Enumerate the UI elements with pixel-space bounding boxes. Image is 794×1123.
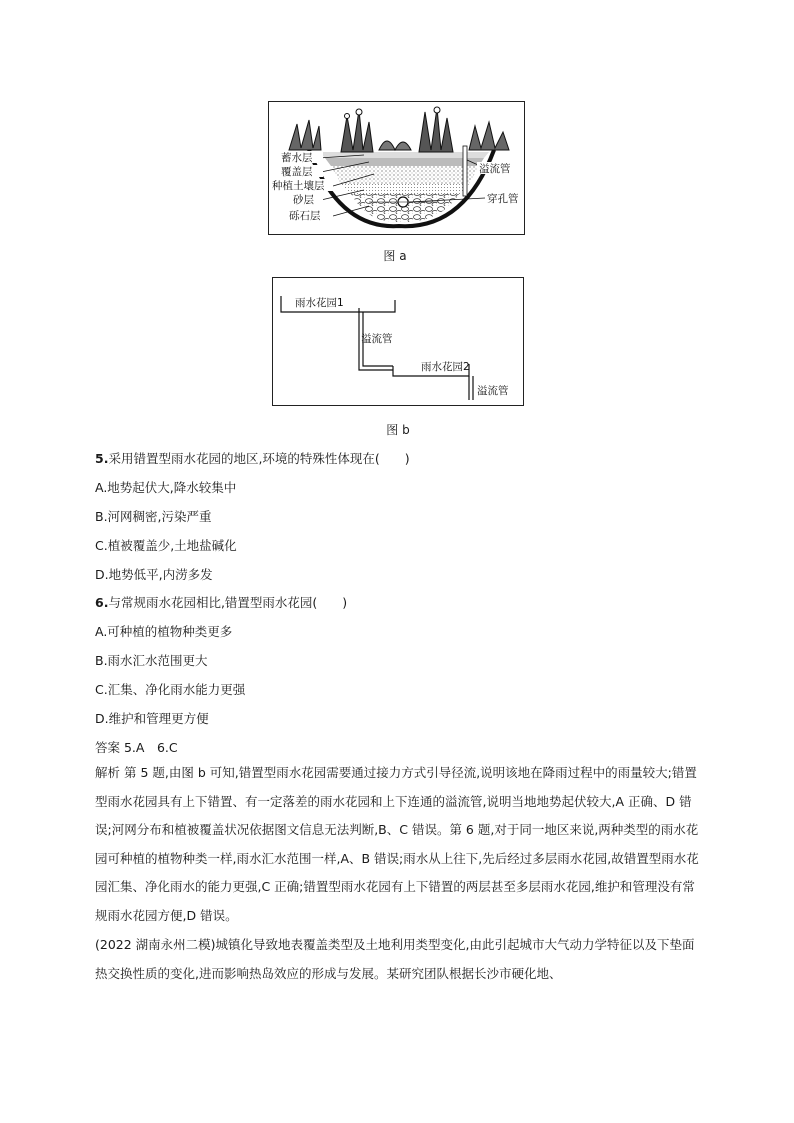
sand-layer bbox=[341, 184, 469, 194]
question-6-option-c: C.汇集、净化雨水能力更强 bbox=[95, 682, 246, 697]
question-6-stem bbox=[95, 593, 347, 611]
figure-b-caption: 图 b bbox=[386, 423, 410, 437]
question-5-text: 采用错置型雨水花园的地区,环境的特殊性体现在( ) bbox=[108, 451, 410, 466]
question-6-option-b: B.雨水汇水范围更大 bbox=[95, 653, 208, 668]
rain-garden-diagram bbox=[269, 102, 524, 234]
soil-layer bbox=[331, 166, 479, 184]
cover-layer bbox=[325, 158, 484, 166]
staggered-gardens-schematic bbox=[273, 278, 523, 405]
analysis-paragraph: 解析 第 5 题,由图 b 可知,错置型雨水花园需要通过接力方式引导径流,说明该地在降雨过程中的雨量较大;错置型雨水花园具有上下错置、有一定落差的雨水花园和上下连通的溢流管,说明当地地势起伏较大,A 正确、D 错误;河网分布和植被覆盖状况依据图文信息无法判断,B、C 错误。第 6 题,对于同一地区来说,两种类型的雨水花园可种植的植物种类一样,雨水汇水范围一样,A、B 错误;雨水从上往下,先后经过多层雨水花园,故错置型雨水花园汇集、净化雨水的能力更强,C 正确;错置型雨水花园有上下错置的两层甚至多层雨水花园,维护和管理没有常规雨水花园方便,D 错误。 bbox=[95, 765, 699, 923]
question-5-option-a: A.地势起伏大,降水较集中 bbox=[95, 480, 237, 495]
question-5-stem bbox=[95, 449, 410, 467]
question-5-option-c: C.植被覆盖少,土地盐碱化 bbox=[95, 538, 237, 553]
figure-b-staggered-gardens bbox=[272, 277, 524, 406]
next-passage-paragraph: (2022 湖南永州二模)城镇化导致地表覆盖类型及土地利用类型变化,由此引起城市大气动力学特征以及下垫面热交换性质的变化,进而影响热岛效应的形成与发展。某研究团队根据长沙市硬化地、 bbox=[95, 937, 695, 981]
overflow-pipe bbox=[463, 146, 467, 196]
label-overflow-pipe-1: 溢流管 bbox=[361, 333, 393, 345]
question-6-option-d: D.维护和管理更方便 bbox=[95, 711, 209, 726]
label-garden-1: 雨水花园1 bbox=[295, 297, 344, 309]
figure-a-rain-garden-section bbox=[268, 101, 525, 235]
label-garden-2: 雨水花园2 bbox=[421, 361, 470, 373]
question-5-option-d: D.地势低平,内涝多发 bbox=[95, 567, 213, 582]
label-gravel-layer: 砾石层 bbox=[289, 210, 321, 222]
question-6-number: 6. bbox=[95, 595, 109, 610]
question-5-number: 5. bbox=[95, 451, 109, 466]
label-cover-layer: 覆盖层 bbox=[281, 166, 313, 178]
question-6-text: 与常规雨水花园相比,错置型雨水花园( ) bbox=[108, 595, 348, 610]
answer-line: 答案 5.A 6.C bbox=[95, 740, 178, 755]
label-overflow-pipe: 溢流管 bbox=[479, 163, 511, 175]
label-soil-layer: 种植土壤层 bbox=[272, 180, 325, 192]
question-5-option-b: B.河网稠密,污染严重 bbox=[95, 509, 212, 524]
label-perforated-pipe: 穿孔管 bbox=[487, 193, 519, 205]
label-water-layer: 蓄水层 bbox=[281, 152, 313, 164]
question-6-option-a: A.可种植的植物种类更多 bbox=[95, 624, 233, 639]
figure-a-caption: 图 a bbox=[383, 249, 407, 263]
plants-illustration bbox=[289, 107, 509, 152]
label-overflow-pipe-2: 溢流管 bbox=[477, 385, 509, 397]
label-sand-layer: 砂层 bbox=[293, 194, 314, 206]
